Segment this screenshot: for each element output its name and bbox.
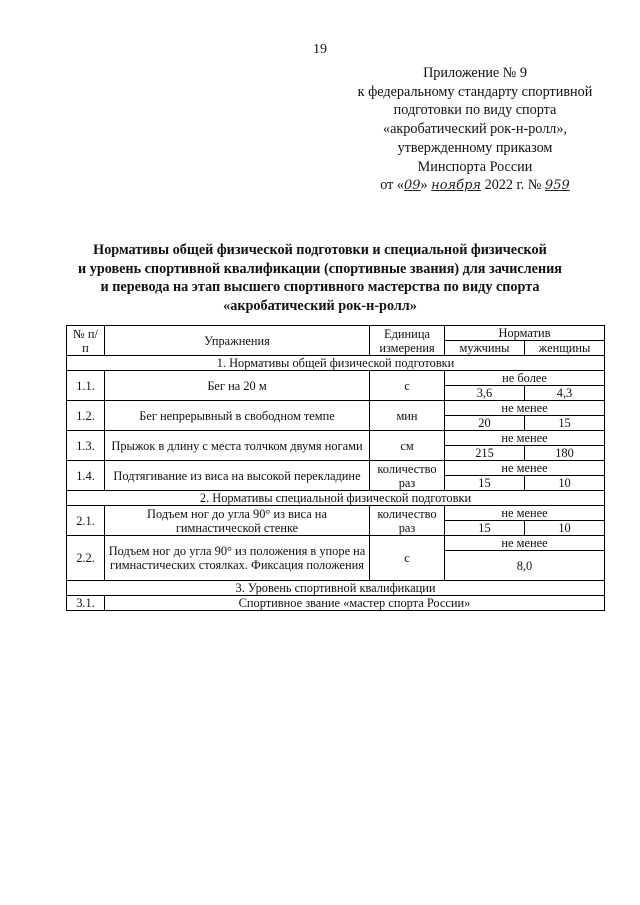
row-unit: с bbox=[370, 371, 445, 401]
row-condition: не более bbox=[445, 371, 605, 386]
row-unit: мин bbox=[370, 401, 445, 431]
table-row bbox=[67, 536, 605, 551]
row-women-value: 4,3 bbox=[525, 386, 605, 401]
row-num: 1.1. bbox=[67, 371, 105, 401]
title-line: и уровень спортивной квалификации (спортивные звания) для зачисления bbox=[78, 260, 562, 277]
row-unit: см bbox=[370, 431, 445, 461]
row-exercise: Прыжок в длину с места толчком двумя ногами bbox=[105, 431, 370, 461]
row-women-value: 10 bbox=[525, 476, 605, 491]
section-row bbox=[67, 356, 605, 371]
row-condition: не менее bbox=[445, 506, 605, 521]
table-row bbox=[67, 596, 605, 611]
handwritten-order-number: 959 bbox=[544, 178, 570, 194]
table-row bbox=[67, 461, 605, 476]
norms-table bbox=[66, 325, 605, 611]
row-men-value: 15 bbox=[445, 476, 525, 491]
row-num: 2.1. bbox=[67, 506, 105, 536]
header-women: женщины bbox=[525, 341, 605, 356]
row-exercise: Подтягивание из виса на высокой перекладине bbox=[105, 461, 370, 491]
document-title bbox=[40, 241, 600, 316]
header-norm: Норматив bbox=[445, 326, 605, 341]
page-number: 19 bbox=[313, 42, 327, 57]
appendix-line: к федеральному стандарту спортивной bbox=[357, 83, 593, 100]
row-unit: с bbox=[370, 536, 445, 581]
row-num: 3.1. bbox=[67, 596, 105, 611]
row-condition: не менее bbox=[445, 461, 605, 476]
row-exercise: Подъем ног до угла 90° из виса на гимнастической стенке bbox=[105, 506, 370, 536]
row-exercise: Спортивное звание «мастер спорта России» bbox=[105, 596, 605, 611]
header-num: № п/п bbox=[67, 326, 105, 356]
section-row bbox=[67, 491, 605, 506]
section-title: 2. Нормативы специальной физической подготовки bbox=[67, 491, 605, 506]
header-exercise: Упражнения bbox=[105, 326, 370, 356]
date-mid: » bbox=[420, 177, 428, 194]
year-part: 2022 г. № bbox=[484, 177, 542, 194]
header-unit: Единица измерения bbox=[370, 326, 445, 356]
row-women-value: 180 bbox=[525, 446, 605, 461]
row-condition: не менее bbox=[445, 536, 605, 551]
row-men-value: 3,6 bbox=[445, 386, 525, 401]
row-num: 1.4. bbox=[67, 461, 105, 491]
handwritten-month: ноября bbox=[431, 178, 482, 194]
row-condition: не менее bbox=[445, 431, 605, 446]
header-men: мужчины bbox=[445, 341, 525, 356]
title-line: Нормативы общей физической подготовки и специальной физической bbox=[93, 242, 547, 258]
row-condition: не менее bbox=[445, 401, 605, 416]
row-exercise: Подъем ног до угла 90° из положения в упоре на гимнастических стоялках. Фиксация положения bbox=[105, 536, 370, 581]
row-both-value: 8,0 bbox=[445, 551, 605, 581]
row-exercise: Бег непрерывный в свободном темпе bbox=[105, 401, 370, 431]
row-num: 1.3. bbox=[67, 431, 105, 461]
row-num: 1.2. bbox=[67, 401, 105, 431]
section-title: 1. Нормативы общей физической подготовки bbox=[67, 356, 605, 371]
section-title: 3. Уровень спортивной квалификации bbox=[67, 581, 605, 596]
row-unit: количество раз bbox=[370, 461, 445, 491]
date-prefix: от « bbox=[380, 177, 404, 194]
row-women-value: 10 bbox=[525, 521, 605, 536]
row-exercise: Бег на 20 м bbox=[105, 371, 370, 401]
table-row bbox=[67, 431, 605, 446]
appendix-line: Приложение № 9 bbox=[423, 65, 527, 81]
appendix-line: «акробатический рок-н-ролл», bbox=[382, 121, 568, 138]
table-row bbox=[67, 401, 605, 416]
order-date-line bbox=[330, 176, 620, 196]
row-men-value: 20 bbox=[445, 416, 525, 431]
title-line: «акробатический рок-н-ролл» bbox=[223, 298, 417, 315]
header-row bbox=[67, 326, 605, 341]
row-men-value: 215 bbox=[445, 446, 525, 461]
title-line: и перевода на этап высшего спортивного мастерства по виду спорта bbox=[100, 279, 540, 296]
appendix-header bbox=[330, 64, 620, 196]
appendix-line: утвержденному приказом bbox=[397, 139, 553, 156]
row-num: 2.2. bbox=[67, 536, 105, 581]
table-row bbox=[67, 506, 605, 521]
appendix-line: Минспорта России bbox=[417, 158, 533, 175]
row-men-value: 15 bbox=[445, 521, 525, 536]
section-row bbox=[67, 581, 605, 596]
handwritten-day: 09 bbox=[403, 178, 421, 194]
row-unit: количество раз bbox=[370, 506, 445, 536]
appendix-line: подготовки по виду спорта bbox=[393, 102, 557, 119]
row-women-value: 15 bbox=[525, 416, 605, 431]
table-row bbox=[67, 371, 605, 386]
